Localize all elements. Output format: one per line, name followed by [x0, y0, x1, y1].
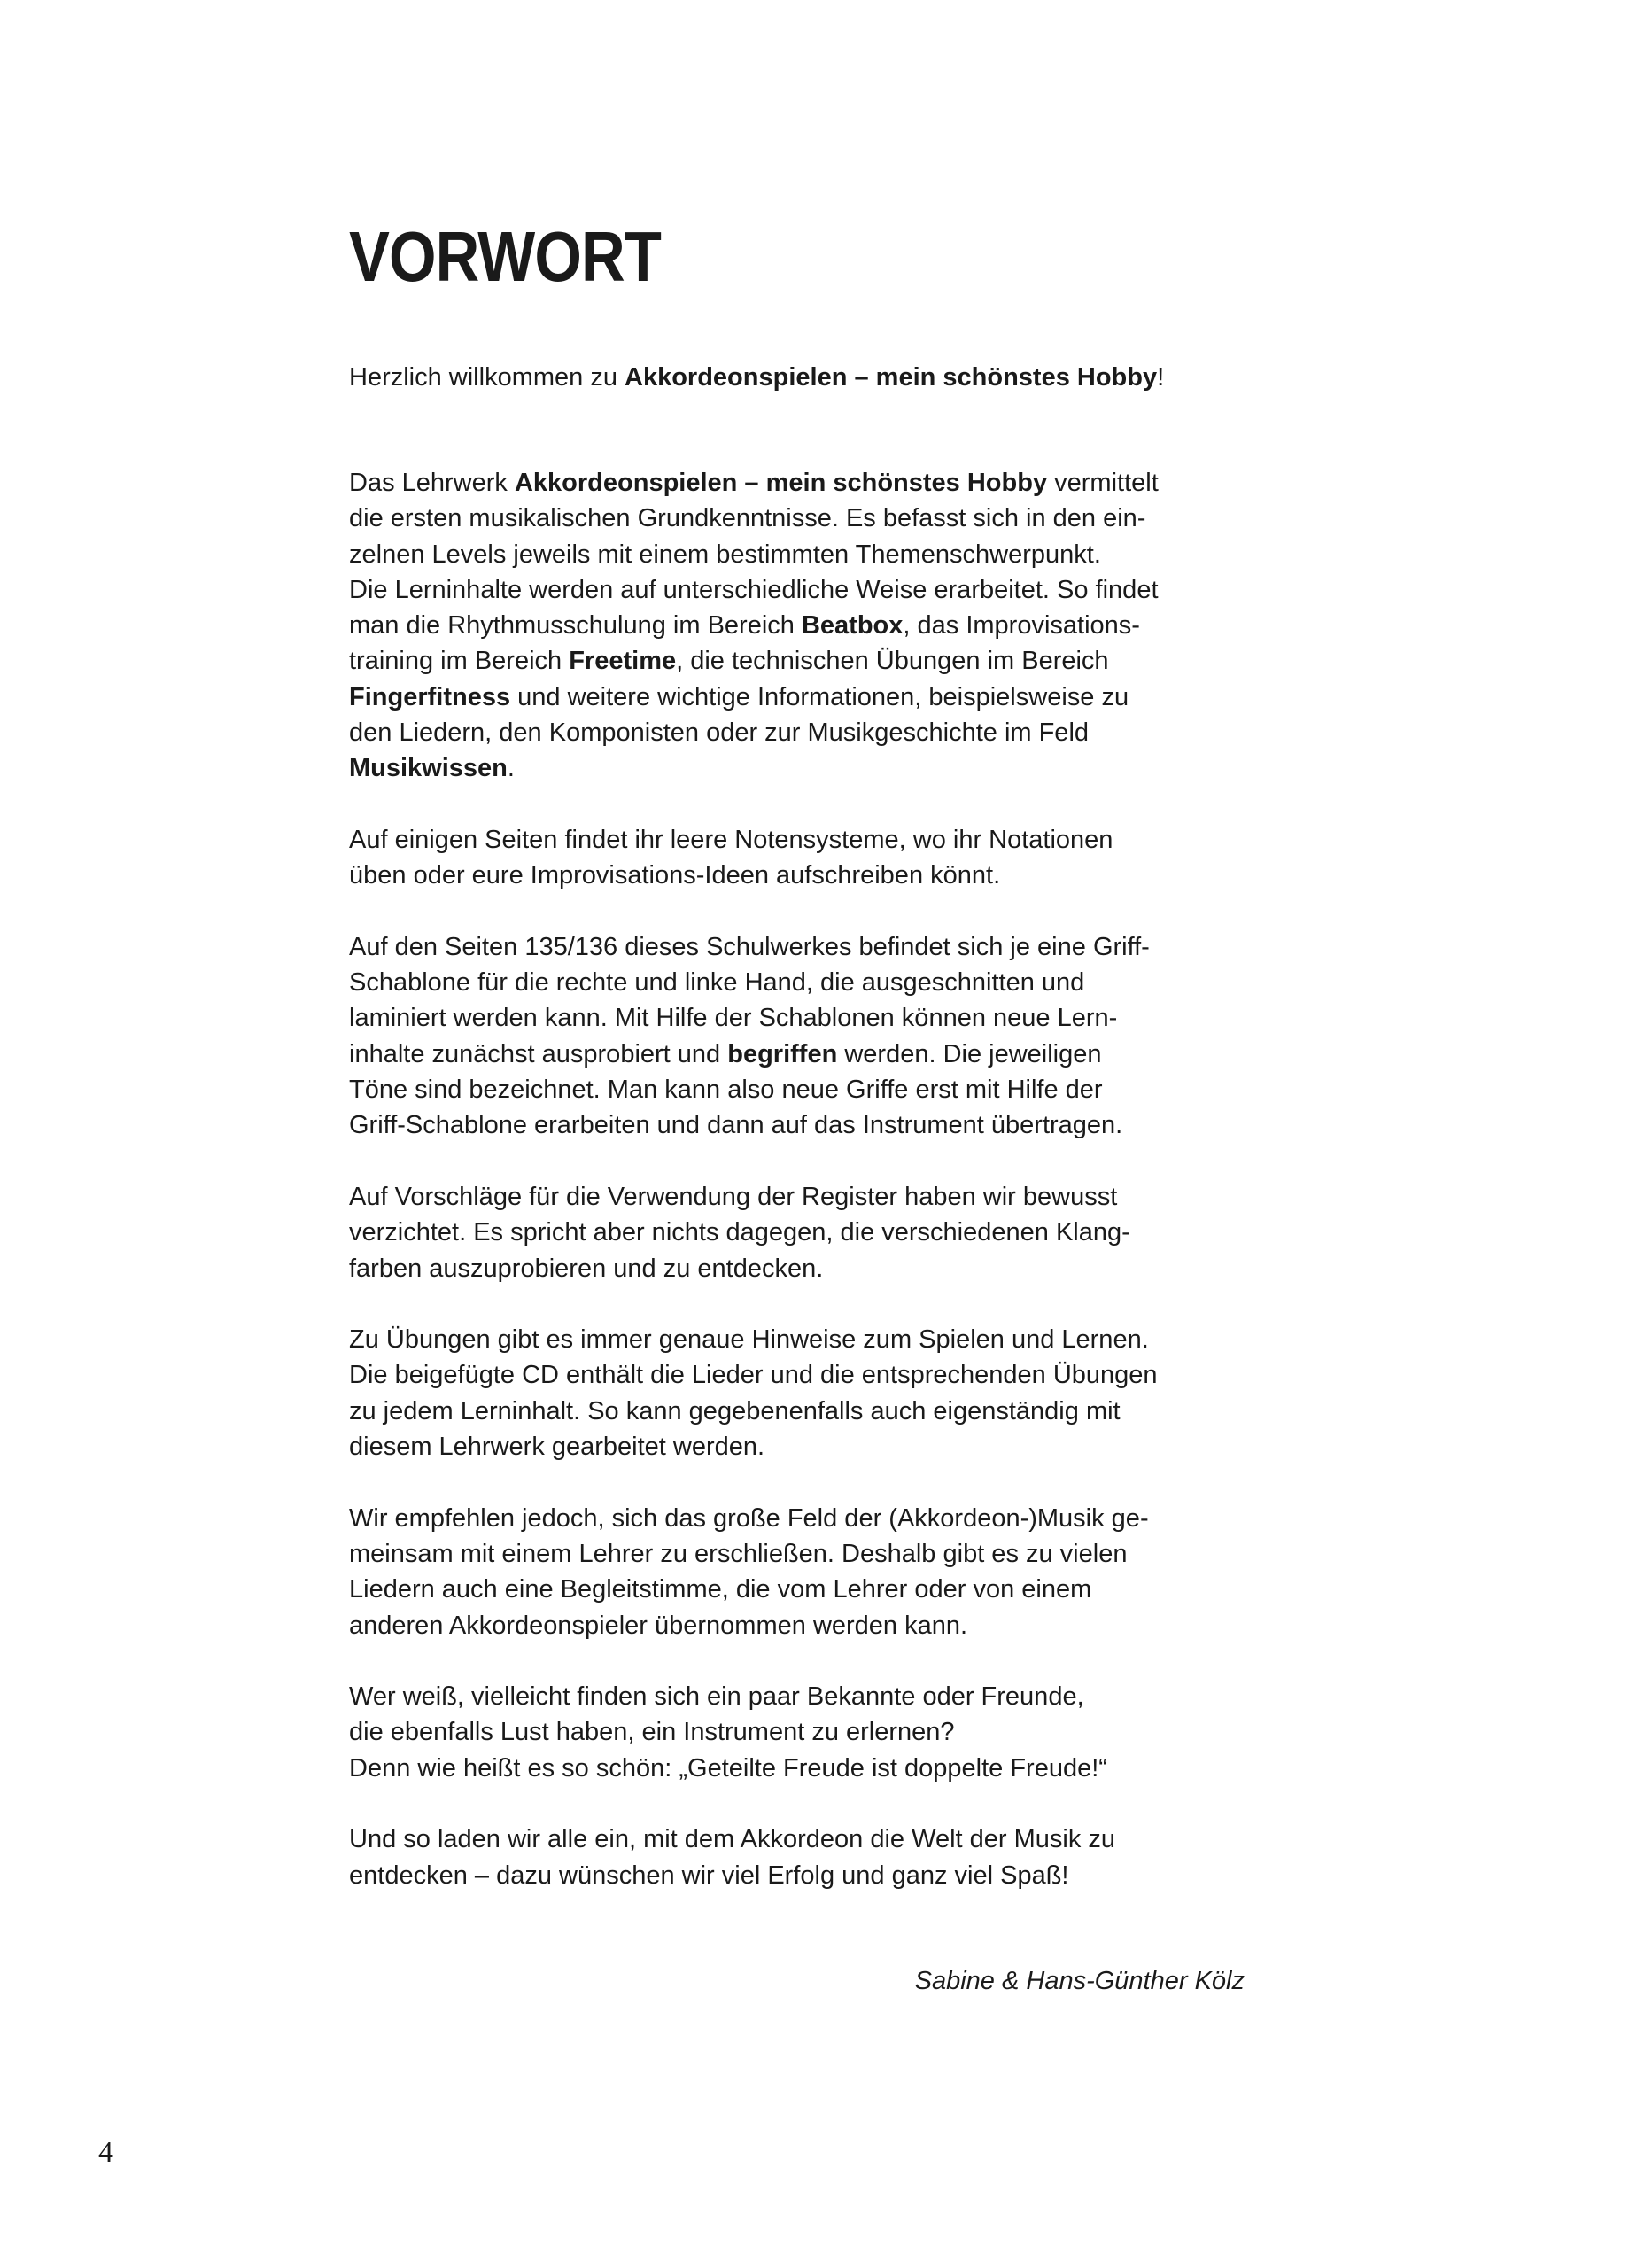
- text-line: [349, 608, 1159, 643]
- text-segment: !: [1157, 363, 1165, 392]
- greeting-line: [349, 360, 1164, 395]
- text-segment: Schablone für die rechte und linke Hand, die ausgeschnitten und: [349, 968, 1085, 998]
- text-segment: Die Lerninhalte werden auf unterschiedliche Weise erarbeitet. So findet: [349, 575, 1159, 604]
- text-line: [349, 1215, 1159, 1250]
- text-segment: , die technischen Übungen im Bereich: [676, 647, 1109, 676]
- text-line: [349, 1000, 1159, 1036]
- paragraph: [349, 929, 1159, 1144]
- text-segment: Wer weiß, vielleicht finden sich ein paar Bekannte oder Freunde,: [349, 1682, 1084, 1712]
- bold-text: Fingerfitness: [349, 682, 511, 711]
- text-line: [349, 929, 1159, 965]
- text-segment: inhalte zunächst ausprobiert und: [349, 1039, 728, 1068]
- text-line: [349, 1107, 1159, 1143]
- text-line: [349, 1714, 1159, 1750]
- text-segment: .: [507, 754, 515, 783]
- text-line: [349, 1394, 1159, 1429]
- text-segment: Auf den Seiten 135/136 dieses Schulwerkes befindet sich je eine Griff-: [349, 932, 1150, 961]
- text-line: [349, 680, 1159, 715]
- text-segment: , das Improvisations-: [903, 611, 1140, 641]
- bold-text: Akkordeonspielen – mein schönstes Hobby: [625, 363, 1158, 392]
- text-segment: Herzlich willkommen zu: [349, 363, 625, 392]
- bold-text: Beatbox: [801, 611, 904, 641]
- paragraph: [349, 1501, 1159, 1643]
- text-segment: Denn wie heißt es so schön: „Geteilte Freude ist doppelte Freude!“: [349, 1753, 1107, 1783]
- text-segment: Zu Übungen gibt es immer genaue Hinweise zum Spielen und Lernen.: [349, 1325, 1149, 1355]
- text-segment: training im Bereich: [349, 647, 570, 676]
- text-line: [349, 750, 1159, 786]
- signature: Sabine & Hans-Günther Kölz: [914, 1967, 1245, 1995]
- text-segment: verzichtet. Es spricht aber nichts dagegen, die verschiedenen Klang-: [349, 1218, 1130, 1247]
- text-line: [349, 537, 1159, 572]
- text-segment: Auf Vorschläge für die Verwendung der Register haben wir bewusst: [349, 1182, 1118, 1211]
- text-segment: werden. Die jeweiligen: [837, 1039, 1102, 1068]
- text-line: [349, 1037, 1159, 1072]
- text-line: [349, 1179, 1159, 1215]
- text-line: [349, 1536, 1159, 1572]
- text-segment: anderen Akkordeonspieler übernommen werden kann.: [349, 1611, 968, 1640]
- text-line: [349, 858, 1159, 893]
- text-line: [349, 465, 1159, 501]
- bold-text: Musikwissen: [349, 754, 508, 783]
- page-title: VORWORT: [349, 217, 661, 296]
- text-segment: die ebenfalls Lust haben, ein Instrument zu erlernen?: [349, 1718, 955, 1747]
- text-segment: die ersten musikalischen Grundkenntnisse. Es befasst sich in den ein-: [349, 504, 1146, 533]
- text-segment: und weitere wichtige Informationen, beispielsweise zu: [510, 682, 1129, 711]
- text-line: [349, 1572, 1159, 1607]
- text-line: [349, 1608, 1159, 1643]
- paragraph: [349, 822, 1159, 894]
- text-line: [349, 1429, 1159, 1464]
- text-segment: farben auszuprobieren und zu entdecken.: [349, 1254, 824, 1283]
- text-segment: Das Lehrwerk: [349, 469, 515, 497]
- text-line: [349, 1858, 1159, 1893]
- text-segment: Liedern auch eine Begleitstimme, die vom Lehrer oder von einem: [349, 1575, 1092, 1604]
- text-segment: Töne sind bezeichnet. Man kann also neue Griffe erst mit Hilfe der: [349, 1076, 1103, 1105]
- text-line: [349, 1501, 1159, 1536]
- text-line: [349, 1751, 1159, 1786]
- text-line: [349, 1679, 1159, 1714]
- text-line: [349, 643, 1159, 679]
- paragraph: [349, 1322, 1159, 1464]
- text-line: [349, 1322, 1159, 1357]
- page-number: 4: [98, 2136, 113, 2169]
- paragraph: [349, 1179, 1159, 1286]
- text-line: [349, 715, 1159, 750]
- text-segment: laminiert werden kann. Mit Hilfe der Schablonen können neue Lern-: [349, 1004, 1118, 1033]
- bold-text: Freetime: [569, 647, 677, 676]
- text-segment: vermittelt: [1047, 469, 1159, 497]
- text-line: [349, 1072, 1159, 1107]
- text-segment: Und so laden wir alle ein, mit dem Akkordeon die Welt der Musik zu: [349, 1825, 1116, 1854]
- text-segment: zelnen Levels jeweils mit einem bestimmten Themenschwerpunkt.: [349, 540, 1101, 569]
- text-line: [349, 822, 1159, 858]
- text-segment: den Liedern, den Komponisten oder zur Musikgeschichte im Feld: [349, 718, 1090, 748]
- text-segment: entdecken – dazu wünschen wir viel Erfolg und ganz viel Spaß!: [349, 1860, 1069, 1890]
- text-segment: Wir empfehlen jedoch, sich das große Feld der (Akkordeon-)Musik ge-: [349, 1503, 1149, 1533]
- text-segment: zu jedem Lerninhalt. So kann gegebenenfalls auch eigenständig mit: [349, 1396, 1121, 1425]
- text-segment: üben oder eure Improvisations-Ideen aufschreiben könnt.: [349, 861, 1001, 890]
- text-line: [349, 501, 1159, 536]
- bold-text: Akkordeonspielen – mein schönstes Hobby: [514, 469, 1048, 497]
- text-line: [349, 1251, 1159, 1286]
- text-line: [349, 1357, 1159, 1393]
- text-line: [349, 572, 1159, 608]
- paragraph: [349, 465, 1159, 787]
- bold-text: begriffen: [727, 1039, 838, 1068]
- text-line: [349, 965, 1159, 1000]
- text-segment: Griff-Schablone erarbeiten und dann auf das Instrument übertragen.: [349, 1111, 1123, 1140]
- text-segment: Die beigefügte CD enthält die Lieder und die entsprechenden Übungen: [349, 1361, 1158, 1390]
- foreword-body: [349, 465, 1159, 1929]
- text-segment: man die Rhythmusschulung im Bereich: [349, 611, 802, 641]
- paragraph: [349, 1821, 1159, 1893]
- paragraph: [349, 1679, 1159, 1786]
- text-segment: diesem Lehrwerk gearbeitet werden.: [349, 1433, 765, 1462]
- text-line: [349, 1821, 1159, 1857]
- text-segment: meinsam mit einem Lehrer zu erschließen. Deshalb gibt es zu vielen: [349, 1539, 1128, 1568]
- text-segment: Auf einigen Seiten findet ihr leere Notensysteme, wo ihr Notationen: [349, 825, 1113, 854]
